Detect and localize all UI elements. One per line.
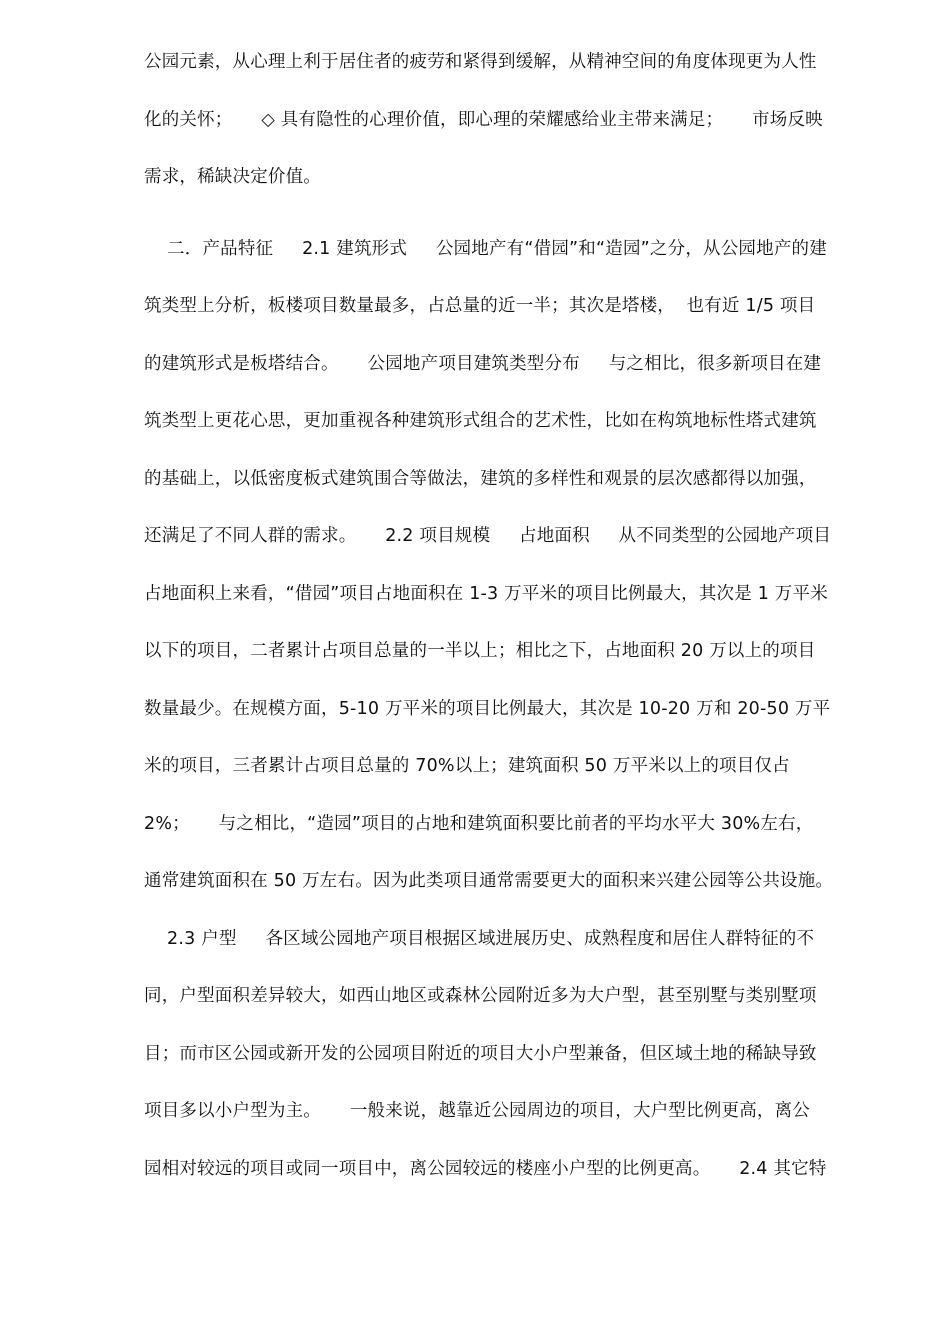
text-line: 的基础上，以低密度板式建筑围合等做法，建筑的多样性和观景的层次感都得以加强， <box>144 468 817 489</box>
text-line: 项目多以小户型为主。 一般来说，越靠近公园周边的项目，大户型比例更高，离公 <box>144 1101 811 1121</box>
text-line: 园相对较远的项目或同一项目中，离公园较远的楼座小户型的比例更高。 2.4 其它特 <box>144 1158 827 1179</box>
text-line: 同，户型面积差异较大，如西山地区或森林公园附近多为大户型，甚至别墅与类别墅项 <box>144 986 817 1006</box>
text-line: 2%； 与之相比，“造园”项目的占地和建筑面积要比前者的平均水平大 30%左右， <box>144 813 814 834</box>
text-line: 以下的项目，二者累计占项目总量的一半以上；相比之下，占地面积 20 万以上的项目 <box>144 641 816 661</box>
text-line: 数量最少。在规模方面，5-10 万平米的项目比例最大，其次是 10-20 万和 20-50 万平 <box>144 698 831 719</box>
text-line: 2.3 户型 各区域公园地产项目根据区域进展历史、成熟程度和居住人群特征的不 <box>144 928 815 949</box>
text-line: 需求，稀缺决定价值。 <box>144 167 321 187</box>
text-line: 还满足了不同人群的需求。 2.2 项目规模 占地面积 从不同类型的公园地产项目 <box>144 526 832 546</box>
text-line: 目；而市区公园或新开发的公园项目附近的项目大小户型兼备，但区域土地的稀缺导致 <box>144 1043 817 1064</box>
text-line: 化的关怀； ◇ 具有隐性的心理价值，即心理的荣耀感给业主带来满足； 市场反映 <box>144 109 823 130</box>
text-line: 占地面积上来看，“借园”项目占地面积在 1-3 万平米的项目比例最大，其次是 1 万平米 <box>144 583 828 604</box>
text-line: 的建筑形式是板塔结合。 公园地产项目建筑类型分布 与之相比，很多新项目在建 <box>144 353 822 374</box>
paragraph-gap <box>144 217 880 231</box>
text-line: 公园元素，从心理上利于居住者的疲劳和紧得到缓解，从精神空间的角度体现更为人性 <box>144 52 817 72</box>
text-line: 二．产品特征 2.1 建筑形式 公园地产有“借园”和“造园”之分，从公园地产的建 <box>144 238 827 259</box>
text-line: 筑类型上分析，板楼项目数量最多，占总量的近一半；其次是塔楼， 也有近 1/5 项目 <box>144 296 816 316</box>
text-line: 筑类型上更花心思，更加重视各种建筑形式组合的艺术性，比如在构筑地标性塔式建筑 <box>144 411 817 431</box>
body-text <box>144 44 880 1208</box>
text-line: 通常建筑面积在 50 万左右。因为此类项目通常需要更大的面积来兴建公园等公共设施。 <box>144 871 834 891</box>
text-line: 米的项目，三者累计占项目总量的 70%以上；建筑面积 50 万平米以上的项目仅占 <box>144 756 790 776</box>
